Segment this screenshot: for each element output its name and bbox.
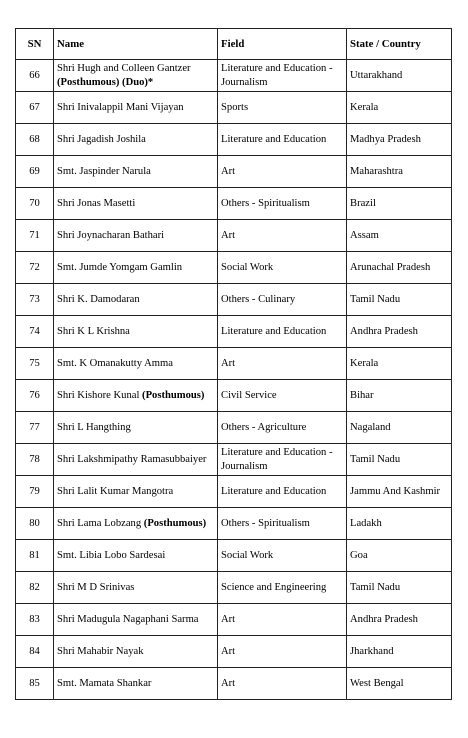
cell-state: Kerala: [347, 348, 452, 380]
cell-field: Social Work: [218, 540, 347, 572]
awardee-name: Shri Lalit Kumar Mangotra: [57, 485, 174, 497]
table-row: [16, 92, 452, 124]
cell-state: Tamil Nadu: [347, 444, 452, 476]
cell-name: [54, 252, 218, 284]
cell-sn: 66: [16, 60, 54, 92]
table-body: [16, 60, 452, 700]
cell-state: Goa: [347, 540, 452, 572]
cell-state: Arunachal Pradesh: [347, 252, 452, 284]
cell-sn: 83: [16, 604, 54, 636]
cell-field: Art: [218, 636, 347, 668]
cell-field: Literature and Education: [218, 124, 347, 156]
table-row: [16, 220, 452, 252]
awardee-name: Shri Joynacharan Bathari: [57, 229, 165, 241]
cell-name: [54, 604, 218, 636]
cell-name: [54, 412, 218, 444]
cell-sn: 70: [16, 188, 54, 220]
table-row: [16, 604, 452, 636]
cell-field: Others - Spiritualism: [218, 188, 347, 220]
cell-sn: 81: [16, 540, 54, 572]
cell-name: [54, 316, 218, 348]
cell-field: Literature and Education - Journalism: [218, 60, 347, 92]
awardee-name-suffix: (Posthumous): [143, 517, 207, 529]
cell-sn: 67: [16, 92, 54, 124]
cell-sn: 79: [16, 476, 54, 508]
table-row: [16, 476, 452, 508]
table-row: [16, 636, 452, 668]
cell-field: Others - Spiritualism: [218, 508, 347, 540]
table-row: [16, 284, 452, 316]
cell-state: Ladakh: [347, 508, 452, 540]
awardee-name: Shri Jagadish Joshila: [57, 133, 146, 145]
cell-state: Uttarakhand: [347, 60, 452, 92]
cell-state: Kerala: [347, 92, 452, 124]
cell-sn: 68: [16, 124, 54, 156]
cell-name: [54, 636, 218, 668]
cell-state: Jammu And Kashmir: [347, 476, 452, 508]
cell-sn: 78: [16, 444, 54, 476]
cell-sn: 82: [16, 572, 54, 604]
cell-field: Others - Culinary: [218, 284, 347, 316]
cell-name: [54, 220, 218, 252]
awardee-name: Shri Kishore Kunal: [57, 389, 140, 401]
table-row: [16, 668, 452, 700]
cell-sn: 69: [16, 156, 54, 188]
cell-field: Social Work: [218, 252, 347, 284]
cell-name: [54, 92, 218, 124]
cell-name: [54, 60, 218, 92]
cell-sn: 76: [16, 380, 54, 412]
cell-state: Assam: [347, 220, 452, 252]
table-row: [16, 572, 452, 604]
cell-state: Jharkhand: [347, 636, 452, 668]
cell-state: Andhra Pradesh: [347, 316, 452, 348]
table-row: [16, 124, 452, 156]
table-row: [16, 156, 452, 188]
cell-state: Bihar: [347, 380, 452, 412]
awardee-name: Shri K L Krishna: [57, 325, 130, 337]
cell-state: Nagaland: [347, 412, 452, 444]
cell-name: [54, 348, 218, 380]
column-header-name: Name: [54, 29, 218, 60]
awardee-name: Shri Lakshmipathy Ramasubbaiyer: [57, 453, 207, 465]
awardee-name-suffix: (Posthumous): [142, 389, 205, 401]
cell-sn: 73: [16, 284, 54, 316]
cell-name: [54, 188, 218, 220]
table-row: [16, 316, 452, 348]
table-row: [16, 348, 452, 380]
cell-field: Civil Service: [218, 380, 347, 412]
awardee-name: Shri Inivalappil Mani Vijayan: [57, 101, 184, 113]
table-row: [16, 508, 452, 540]
table-row: [16, 380, 452, 412]
table-row: [16, 540, 452, 572]
cell-field: Others - Agriculture: [218, 412, 347, 444]
awardees-table: [15, 28, 452, 700]
awardee-name: Shri L Hangthing: [57, 421, 131, 433]
cell-state: Andhra Pradesh: [347, 604, 452, 636]
cell-sn: 85: [16, 668, 54, 700]
cell-name: [54, 156, 218, 188]
cell-sn: 74: [16, 316, 54, 348]
cell-state: Madhya Pradesh: [347, 124, 452, 156]
cell-name: [54, 124, 218, 156]
cell-sn: 80: [16, 508, 54, 540]
awardee-name: Shri Madugula Nagaphani Sarma: [57, 613, 199, 625]
cell-sn: 75: [16, 348, 54, 380]
table-header: [16, 29, 452, 60]
awardee-name-suffix: (Posthumous) (Duo)*: [57, 76, 154, 88]
cell-field: Art: [218, 220, 347, 252]
cell-state: Tamil Nadu: [347, 572, 452, 604]
cell-name: [54, 508, 218, 540]
table-row: [16, 412, 452, 444]
table-row: [16, 252, 452, 284]
cell-sn: 71: [16, 220, 54, 252]
awardee-name: Shri Mahabir Nayak: [57, 645, 144, 657]
column-header-state: State / Country: [347, 29, 452, 60]
awardee-name: Shri K. Damodaran: [57, 293, 140, 305]
cell-field: Science and Engineering: [218, 572, 347, 604]
cell-field: Art: [218, 348, 347, 380]
cell-field: Literature and Education - Journalism: [218, 444, 347, 476]
cell-name: [54, 540, 218, 572]
column-header-sn: SN: [16, 29, 54, 60]
awardee-name: Shri Hugh and Colleen Gantzer: [57, 62, 191, 74]
table-row: [16, 444, 452, 476]
awardee-name: Smt. Jumde Yomgam Gamlin: [57, 261, 183, 273]
cell-field: Literature and Education: [218, 316, 347, 348]
table-row: [16, 188, 452, 220]
header-row: [16, 29, 452, 60]
cell-name: [54, 668, 218, 700]
cell-field: Art: [218, 668, 347, 700]
cell-state: Maharashtra: [347, 156, 452, 188]
cell-field: Art: [218, 604, 347, 636]
cell-name: [54, 444, 218, 476]
cell-sn: 77: [16, 412, 54, 444]
table-row: [16, 60, 452, 92]
cell-name: [54, 284, 218, 316]
awardee-name: Shri Lama Lobzang: [57, 517, 142, 529]
awardee-name: Smt. Libia Lobo Sardesai: [57, 549, 166, 561]
awardee-name: Shri M D Srinivas: [57, 581, 135, 593]
cell-field: Literature and Education: [218, 476, 347, 508]
awardee-name: Shri Jonas Masetti: [57, 197, 136, 209]
cell-name: [54, 476, 218, 508]
column-header-field: Field: [218, 29, 347, 60]
cell-state: West Bengal: [347, 668, 452, 700]
cell-sn: 72: [16, 252, 54, 284]
cell-state: Tamil Nadu: [347, 284, 452, 316]
awardee-name: Smt. Mamata Shankar: [57, 677, 152, 689]
cell-name: [54, 380, 218, 412]
cell-sn: 84: [16, 636, 54, 668]
cell-field: Art: [218, 156, 347, 188]
cell-field: Sports: [218, 92, 347, 124]
cell-name: [54, 572, 218, 604]
awardee-name: Smt. K Omanakutty Amma: [57, 357, 173, 369]
awardee-name: Smt. Jaspinder Narula: [57, 165, 151, 177]
cell-state: Brazil: [347, 188, 452, 220]
